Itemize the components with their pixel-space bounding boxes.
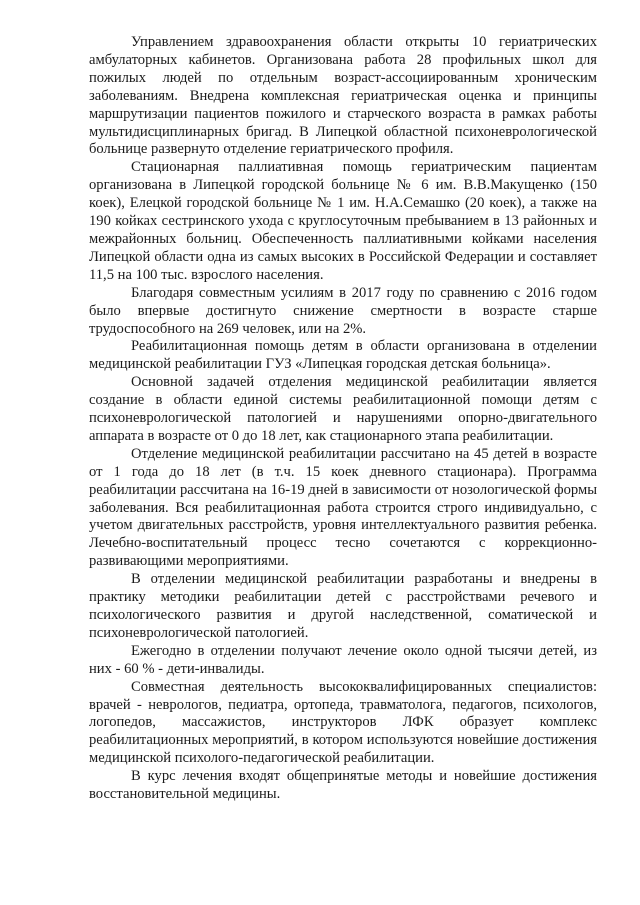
- paragraph-specialists: Совместная деятельность высококвалифицированных специалистов: врачей - неврологов, педиатра, ортопеда, травматолога, педагогов, психологов, логопедов, массажистов, инструкторов ЛФК образует комплекс реабилитационных мероприятий, в котором используются новейшие достижения медицинской психолого-педагогической реабилитации.: [89, 678, 597, 767]
- paragraph-child-rehabilitation: Реабилитационная помощь детям в области организована в отделении медицинской реабилитации ГУЗ «Липецкая городская детская больница».: [89, 338, 597, 373]
- paragraph-mortality-reduction: Благодаря совместным усилиям в 2017 году по сравнению с 2016 годом было впервые достигнуто снижение смертности в возрасте старше трудоспособного на 269 человек, или на 2%.: [89, 284, 597, 337]
- paragraph-methods-developed: В отделении медицинской реабилитации разработаны и внедрены в практику методики реабилитации детей с расстройствами речевого и психологического развития и другой наследственной, соматической и психоневрологической патологией.: [89, 571, 597, 641]
- paragraph-annual-patients: Ежегодно в отделении получают лечение около одной тысячи детей, из них - 60 % - дети-инвалиды.: [89, 642, 597, 677]
- paragraph-department-capacity: Отделение медицинской реабилитации рассчитано на 45 детей в возрасте от 1 года до 18 лет (в т.ч. 15 коек дневного стационара). Программа реабилитации рассчитана на 16-19 дней в зависимости от нозологической формы заболевания. Вся реабилитационная работа строится строго индивидуально, с учетом двигательных расстройств, уровня интеллектуального развития ребенка. Лечебно-воспитательный процесс тесно сочетаются с коррекционно-развивающими мероприятиями.: [89, 445, 597, 570]
- paragraph-treatment-course: В курс лечения входят общепринятые методы и новейшие достижения восстановительной медицины.: [89, 768, 597, 803]
- paragraph-palliative-care: Стационарная паллиативная помощь гериатрическим пациентам организована в Липецкой городской больнице № 6 им. В.В.Макущенко (150 коек), Елецкой городской больнице № 1 им. Н.А.Семашко (20 коек), а также на 190 койках сестринского ухода с круглосуточным пребыванием в 13 районных и межрайонных больниц. Обеспеченность паллиативными койками населения Липецкой области одна из самых высоких в Российской Федерации и составляет 11,5 на 100 тыс. взрослого населения.: [89, 159, 597, 283]
- paragraph-geriatric-offices: Управлением здравоохранения области открыты 10 гериатрических амбулаторных кабинетов. Организована работа 28 профильных школ для пожилых людей по отдельным возраст-ассоциированным хроническим заболеваниям. Внедрена комплексная гериатрическая оценка и принципы маршрутизации пациентов пожилого и старческого возраста в рамках работы мультидисциплинарных бригад. В Липецкой областной психоневрологической больнице развернуто отделение гериатрического профиля.: [89, 34, 597, 158]
- paragraph-main-task: Основной задачей отделения медицинской реабилитации является создание в области единой системы реабилитационной помощи детям с психоневрологической патологией и нарушениями опорно-двигательного аппарата в возрасте от 0 до 18 лет, как стационарного этапа реабилитации.: [89, 374, 597, 444]
- document-page: [89, 34, 597, 804]
